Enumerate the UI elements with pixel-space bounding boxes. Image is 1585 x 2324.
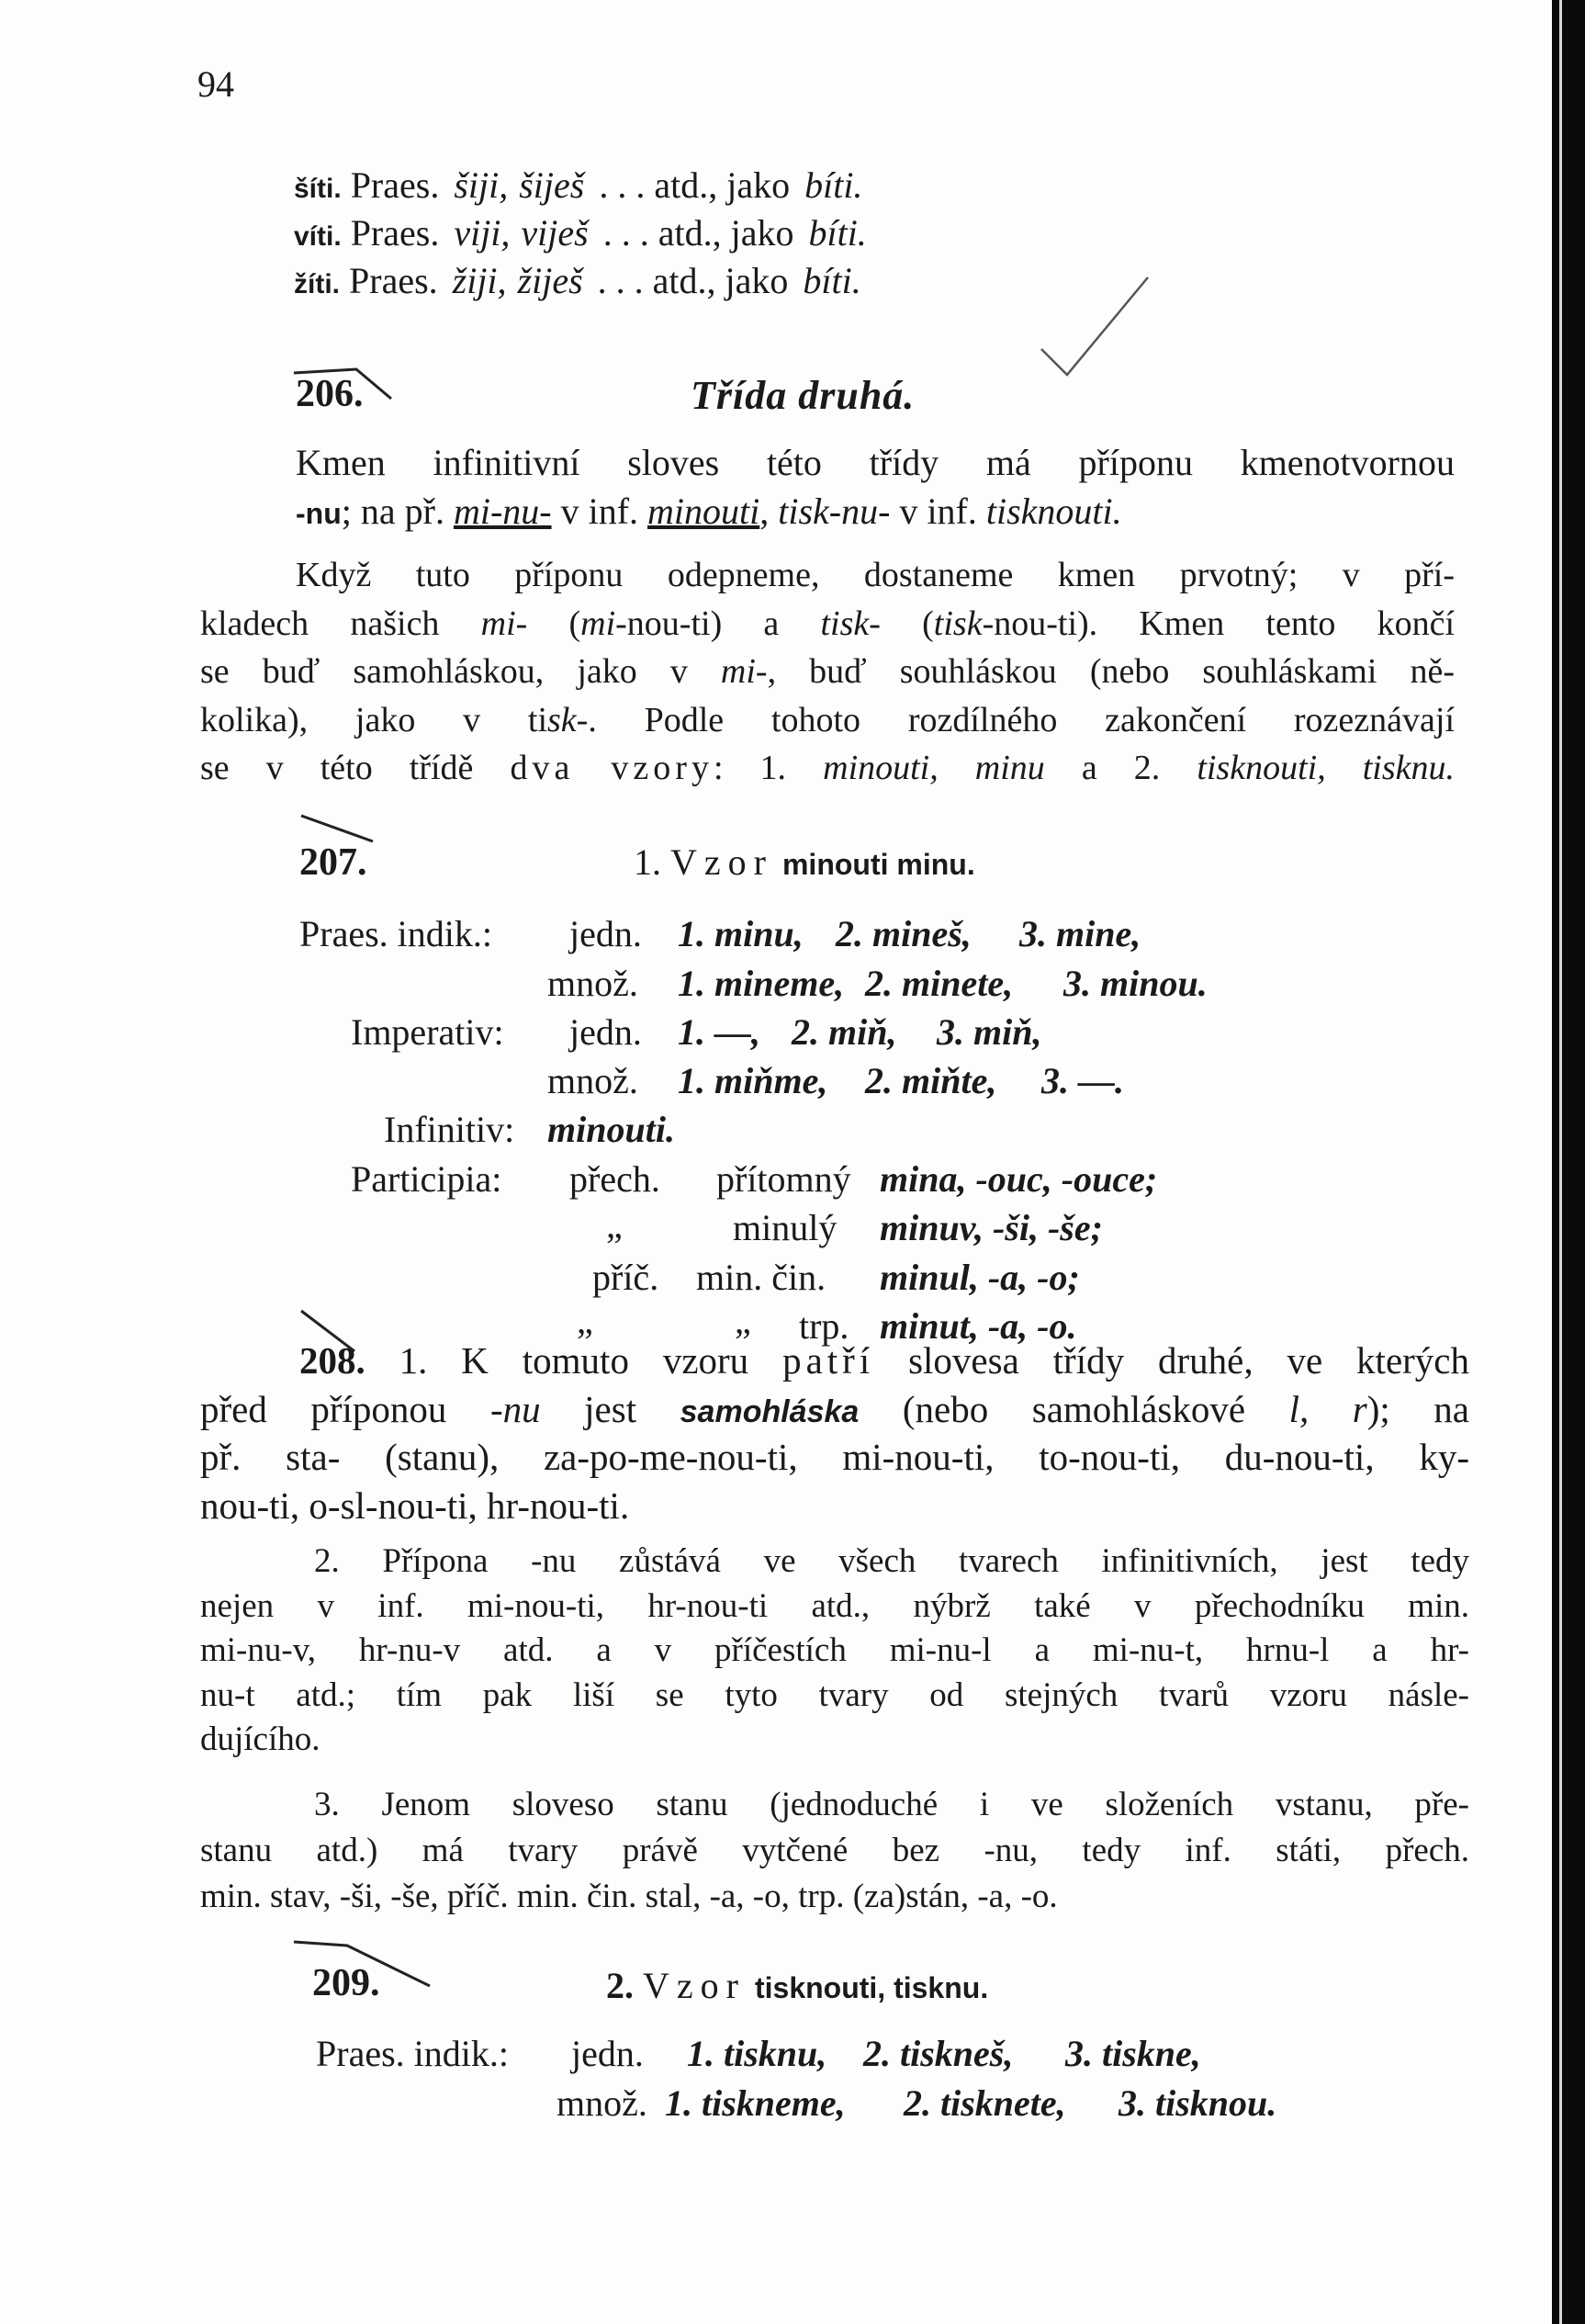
intro-line-ziti: žíti. Praes. žiji, žiješ . . . atd., jako bíti. [294,260,861,301]
section-207-number: 207. [299,841,367,884]
intro-line-siti: šíti. Praes. šiji, šiješ . . . atd., jako bíti. [294,164,863,206]
scan-edge-band [1552,0,1585,2324]
pencil-strike-207 [299,814,382,860]
praes-label: Praes. indik.: [299,913,492,954]
book-page: 94 šíti. Praes. šiji, šiješ . . . atd., jako bíti. víti. Praes. viji, viješ . . . atd., jako bíti. žíti. Praes. žiji, žiješ . . . atd., jako bíti. 206. Třída druhá. Kmen infinitivní sloves této třídy má příponu kmenotvornou -nu; na př. mi-nu- v inf. minouti, tisk-nu- v inf. tisknouti. Když tuto příponu odepneme, dostaneme kmen prvotný; v pří- kladech našich mi- (mi-nou-ti) a tisk- (tisk-nou-ti). Kmen tento končí se buď samohláskou, jako v mi-, buď souhláskou (nebo souhláskami ně- kolika), jako v tisk-. Podle tohoto rozdílného zakončení rozeznávají se v této třídě dva vzory: 1. minouti, minu a 2. tisknouti, tisknu. 207. 1. Vzor minouti minu. Praes. indik.: jedn. 1. minu, 2. mineš, 3. mine, množ. 1. mineme, 2. minete, 3. minou. Imperativ: jedn. 1. —, 2. miň, 3. miň, množ. 1. miňme, 2. miňte, 3. —. Infinitiv: minouti. Participia: přech. přítomný mina, -ouc, -ouce; „ minulý minuv, -ši, -še; příč. min. čin. minul, -a, -o; „ „ trp. minut, -a, -o. 208. 1. K tomuto vzoru patří slovesa třídy druhé, ve kterých před příponou -nu jest samohláska (nebo samohláskové l, r); na př. sta- (stanu), za-po-me-nou-ti, mi-nou-ti, to-nou-ti, du-nou-ti, ky- nou-ti, o-sl-nou-ti, hr-nou-ti. 2. Přípona -nu zůstává ve všech tvarech infinitivních, jest tedy nejen v inf. mi-nou-ti, hr-nou-ti atd., nýbrž také v přechodníku min. mi-nu-v, hr-nu-v atd. a v příčestích mi-nu-l a mi-nu-t, hrnu-l a hr- nu-t atd.; tím pak liší se tyto tvary od stejných tvarů vzoru násle- dujícího. 3. Jenom sloveso stanu (jednoduché i ve složeních vstanu, pře- stanu atd.) má tvary právě vytčené bez -nu, tedy inf. státi, přech. min. stav, -ši, -še, příč. min. čin. stal, -a, -o, trp. (za)stán, -a, -o. 209. 2. Vzor tisknouti, tisknu. Praes. indik.: jedn. 1. tisknu, 2. tiskneš, 3. tiskne, množ. 1. tiskneme, 2. tisknete, 3. tisknou. [0,0,1552,2324]
section-208-paragraph-3: 3. Jenom sloveso stanu (jednoduché i ve složeních vstanu, pře- stanu atd.) má tvary právě vytčené bez -nu, tedy inf. státi, přech. min. stav, -ši, -še, příč. min. čin. stal, -a, -o, trp. (za)stán, -a, -o. [200,1786,1469,1915]
section-208-paragraph-1: 208. 1. K tomuto vzoru patří slovesa třídy druhé, ve kterých před příponou -nu jest samohláska (nebo samohláskové l, r); na př. sta- (stanu), za-po-me-nou-ti, mi-nou-ti, to-nou-ti, du-nou-ti, ky- nou-ti, o-sl-nou-ti, hr-nou-ti. [200,1339,1469,1527]
section-209-number: 209. [312,1962,380,2004]
section-207-heading: 1. Vzor minouti minu. [634,841,975,883]
section-206-paragraph-2: Když tuto příponu odepneme, dostaneme kmen prvotný; v pří- kladech našich mi- (mi-nou-ti) a tisk- (tisk-nou-ti). Kmen tento končí se buď samohláskou, jako v mi-, buď souhláskou (nebo souhláskami ně- kolika), jako v tisk-. Podle tohoto rozdílného zakončení rozeznávají se v této třídě dva vzory: 1. minouti, minu a 2. tisknouti, tisknu. [200,556,1456,787]
section-206-title: Třída druhá. [691,373,916,418]
praes-label-2: Praes. indik.: [316,2033,509,2074]
pencil-check-mark [1038,276,1157,386]
intro-line-viti: víti. Praes. viji, viješ . . . atd., jako bíti. [294,212,867,254]
section-208-paragraph-2: 2. Přípona -nu zůstává ve všech tvarech infinitivních, jest tedy nejen v inf. mi-nou-ti, hr-nou-ti atd., nýbrž také v přechodníku min. mi-nu-v, hr-nu-v atd. a v příčestích mi-nu-l a mi-nu-t, hrnu-l a hr- nu-t atd.; tím pak liší se tyto tvary od stejných tvarů vzoru násle- dujícího. [200,1542,1469,1758]
section-206-paragraph-1: Kmen infinitivní sloves této třídy má příponu kmenotvornou -nu; na př. mi-nu- v inf. minouti, tisk-nu- v inf. tisknouti. [296,439,1455,536]
page-number: 94 [197,63,234,105]
pencil-strike-206 [292,366,393,402]
section-209-heading: 2. Vzor tisknouti, tisknu. [606,1965,989,2006]
section-206-number: 206. [296,373,364,415]
participia-label: Participia: [351,1158,502,1200]
p1-line-2: -nu; na př. mi-nu- v inf. minouti, tisk-nu- v inf. tisknouti. [296,490,1122,532]
infinitiv-label: Infinitiv: [384,1109,515,1150]
imperativ-label: Imperativ: [351,1011,504,1053]
section-208-number: 208. [299,1339,365,1382]
